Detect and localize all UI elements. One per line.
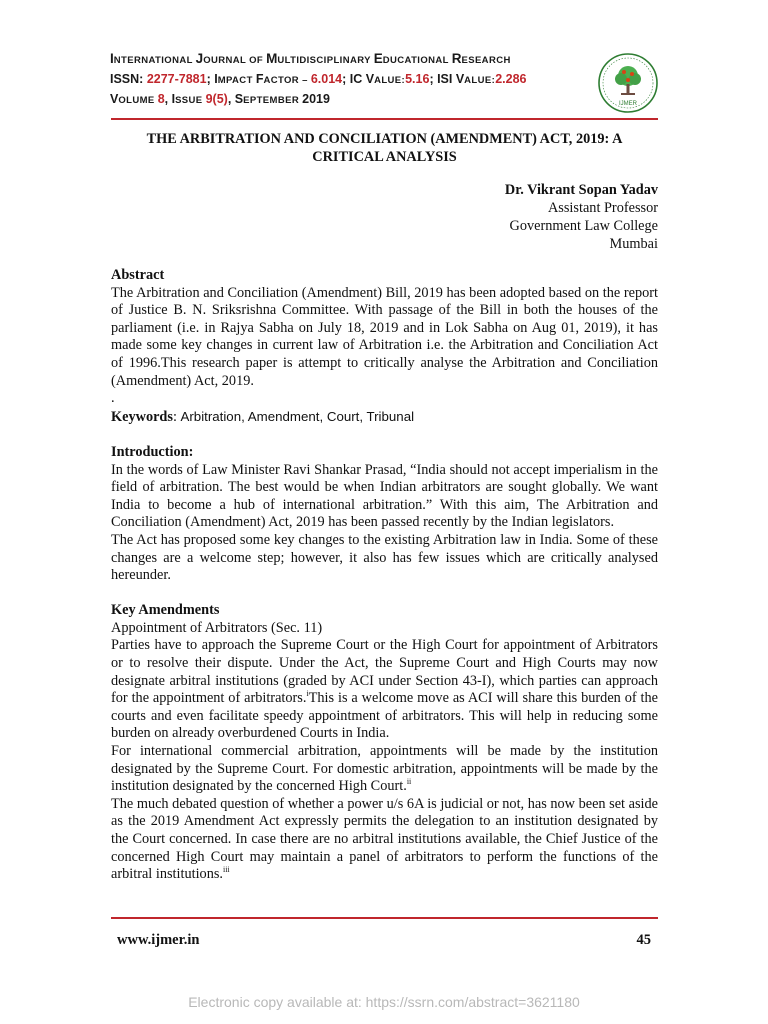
author-block [505,181,658,253]
introduction-heading: Introduction: [111,443,194,460]
volume-value: 8 [157,92,165,106]
appointment-subheading: Appointment of Arbitrators (Sec. 11) [111,619,323,636]
endnote-ref[interactable]: ii [406,777,412,787]
introduction-para-2: The Act has proposed some key changes to the existing Arbitration law in India. Some of these changes are a welcome step; however, it also has few issues which are critically analysed hereunder. [111,531,658,584]
journal-logo [597,52,659,114]
amendments-para-3: The much debated question of whether a power u/s 6A is judicial or not, has now been set aside as the 2019 Amendment Act expressly permits the delegation to an institution designated by the Court concerned. In case there are no arbitral institutions available, the Chief Justice of the concerned High Court may maintain a panel of arbitrators to perform the functions of the arbitral institutions.$^{iii}$ [111,795,658,883]
article-title: THE ARBITRATION AND CONCILIATION (AMENDMENT) ACT, 2019: A CRITICAL ANALYSIS [146,131,623,165]
introduction-para-1: In the words of Law Minister Ravi Shankar Prasad, “India should not accept imperialism in the field of arbitration. The best would be when Indian arbitrators are sought globally. We want India to become a hub of international arbitration.” With this aim, The Arbitration and Conciliation (Amendment) Act, 2019 has been passed recently by the Indian legislators. [111,461,658,531]
svg-text:IJMER: IJMER [619,101,637,107]
ic-value: 5.16 [405,72,430,86]
tree-icon [615,66,641,95]
page-number: 45 [636,932,651,948]
issue-value: 9(5) [205,92,228,106]
endnote-ref[interactable]: i [306,689,309,699]
issn-value: 2277-7881 [146,72,207,86]
journal-title: INTERNATIONAL JOURNAL OF MULTIDISCIPLINARY EDUCATIONAL RESEARCH [110,51,511,66]
footer-rule [111,917,658,919]
keywords-value: Arbitration, Amendment, Court, Tribunal [180,408,415,424]
abstract-heading: Abstract [111,267,165,283]
journal-header [110,49,526,110]
key-amendments-heading: Key Amendments [111,602,220,619]
ssrn-watermark: Electronic copy available at: https://ssrn.com/abstract=3621180 [188,994,580,1010]
journal-metrics: ISSN: 2277-7881; IMPACT FACTOR – 6.014; IC VALUE:5.16; ISI VALUE:2.286 [110,72,527,86]
author-role: Assistant Professor [547,200,658,216]
isi-value: 2.286 [495,72,527,86]
abstract-dot: . [111,390,115,407]
author-institution: Government Law College [509,218,658,234]
amendments-para-1: Parties have to approach the Supreme Court or the High Court for appointment of Arbitrators or to resolve their dispute. Under the Act, the Supreme Court and High Courts may now designate arbitral institutions (graded by ACI under Section 43-I), which parties can approach for the appointment of arbitrators.$^i$This is a welcome move as ACI will share this burden of the courts and even facilitate speedy appointment of arbitrators. This will help in reducing some burden on already overburdened Courts in India. [111,637,658,742]
impact-factor-value: 6.014 [310,72,343,86]
header-rule [111,118,658,120]
article-body [111,267,658,884]
footer-url-link[interactable]: www.ijmer.in [117,932,200,948]
journal-volume-line: VOLUME 8, ISSUE 9(5), SEPTEMBER 2019 [110,92,330,106]
endnote-ref[interactable]: iii [222,865,230,875]
amendments-para-2: For international commercial arbitration, appointments will be made by the institution designated by the Supreme Court. For domestic arbitration, appointments will be made by the institution designated by the concerned High Court.$^{ii}$ [111,743,658,795]
author-name: Dr. Vikrant Sopan Yadav [504,182,658,198]
author-city: Mumbai [609,236,658,252]
abstract-text: The Arbitration and Conciliation (Amendment) Bill, 2019 has been adopted based on the report of Justice B. N. Sriksrishna Committee. With passage of the Bill in both the houses of the parliament (i.e. in Rajya Sabha on July 18, 2019 and in Lok Sabha on Aug 01, 2019), it has made some key changes in current law of Arbitration i.e. the Arbitration and Conciliation Act of 1996.This research paper is attempt to critically analyse the Arbitration and Conciliation (Amendment) Act, 2019. [111,284,658,389]
keywords-line: Keywords: Arbitration, Amendment, Court, Tribunal [111,408,415,425]
